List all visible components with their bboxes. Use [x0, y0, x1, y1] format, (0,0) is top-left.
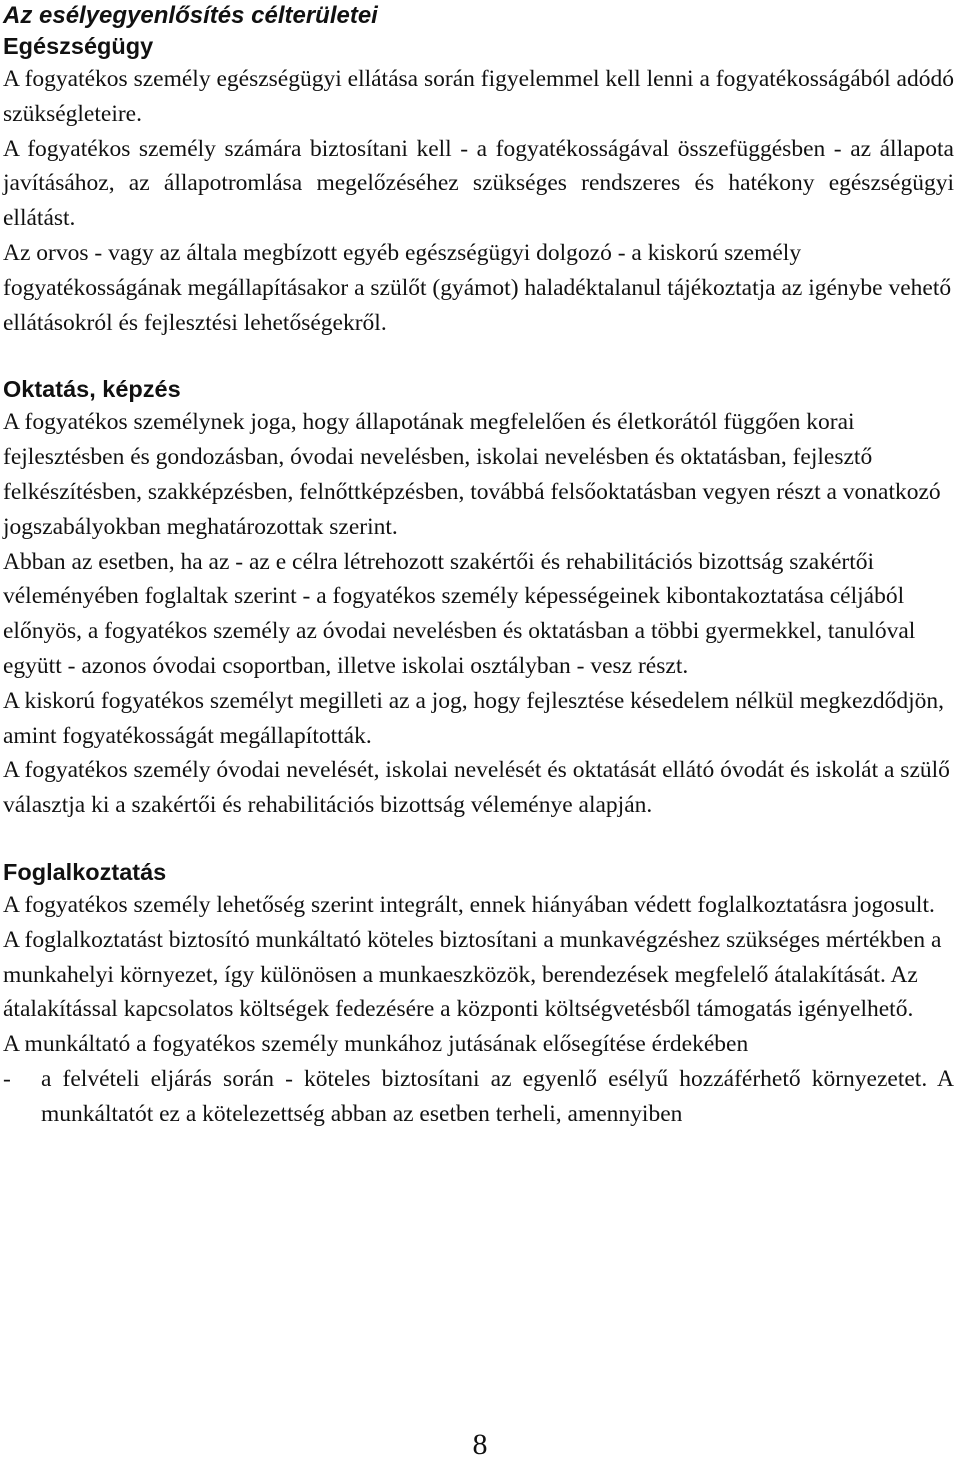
paragraph: A foglalkoztatást biztosító munkáltató köteles biztosítani a munkavégzéshez szükséges mértékben a munkahelyi környezet, így különösen a munkaeszközök, berendezések megfelelő átalakítását. Az átalakítással kapcsolatos költségek fedezésére a központi költségvetésből támogatás igényelhető. — [3, 926, 942, 1023]
paragraph: A fogyatékos személynek joga, hogy állapotának megfelelően és életkorától függően korai fejlesztésben és gondozásban, óvodai nevelésben, iskolai nevelésben és oktatásban, fejlesztő felkészítésben, szakképzésben, felnőttképzésben, továbbá felsőoktatásban vegyen részt a vonatkozó jogszabályokban meghatározottak szerint. — [3, 409, 941, 540]
paragraph: A kiskorú fogyatékos személyt megilleti az a jog, hogy fejlesztése késedelem nélkül megkezdődjön, amint fogyatékosságát megállapították. — [3, 687, 945, 749]
paragraph: Az orvos - vagy az általa megbízott egyéb egészségügyi dolgozó - a kiskorú személy fogyatékosságának megállapításakor a szülőt (gyámot) haladéktalanul tájékoztatja az igénybe vehető ellátásokról és fejlesztési lehetőségekről. — [3, 239, 952, 336]
paragraph: Abban az esetben, ha az - az e célra létrehozott szakértői és rehabilitációs bizottság szakértői véleményében foglaltak szerint - a fogyatékos személy képességeinek kibontakoztatása céljából előnyös, a fogyatékos személy az óvodai nevelésben és oktatásban a többi gyermekkel, tanulóval együtt - azonos óvodai csoportban, illetve iskolai osztályban - vesz részt. — [3, 548, 916, 679]
section-education — [3, 374, 954, 823]
paragraph: A fogyatékos személy óvodai nevelését, iskolai nevelését és oktatását ellátó óvodát és iskolát a szülő választja ki a szakértői és rehabilitációs bizottság véleménye alapján. — [3, 757, 950, 819]
section-spacer — [3, 340, 954, 374]
paragraph: A fogyatékos személy lehetőség szerint integrált, ennek hiányában védett foglalkoztatásra jogosult. — [3, 891, 935, 918]
section-spacer — [3, 823, 954, 857]
section-heading-employment: Foglalkoztatás — [3, 858, 167, 885]
list-item-text: a felvételi eljárás során - köteles biztosítani az egyenlő esélyű hozzáférhető környezetet. A munkáltatót ez a kötelezettség abban az esetben terheli, amennyiben — [41, 1065, 954, 1127]
list-bullet: - — [3, 1065, 11, 1092]
section-employment — [3, 857, 954, 1132]
document-page — [3, 0, 954, 1132]
section-heading-health: Egészségügy — [3, 33, 154, 59]
document-title: Az esélyegyenlősítés célterületei — [3, 2, 378, 29]
section-health — [3, 31, 954, 340]
paragraph: A fogyatékos személy egészségügyi ellátása során figyelemmel kell lenni a fogyatékosságából adódó szükségleteire. — [3, 66, 954, 127]
section-heading-education: Oktatás, képzés — [3, 376, 181, 403]
list-item — [3, 1062, 954, 1132]
paragraph: A fogyatékos személy számára biztosítani kell - a fogyatékosságával összefüggésben - az állapota javításához, az állapotromlása megelőzéséhez szükséges rendszeres és hatékony egészségügyi ellátást. — [3, 135, 954, 232]
paragraph: A munkáltató a fogyatékos személy munkához jutásának elősegítése érdekében — [3, 1031, 749, 1058]
page-number: 8 — [472, 1428, 488, 1461]
